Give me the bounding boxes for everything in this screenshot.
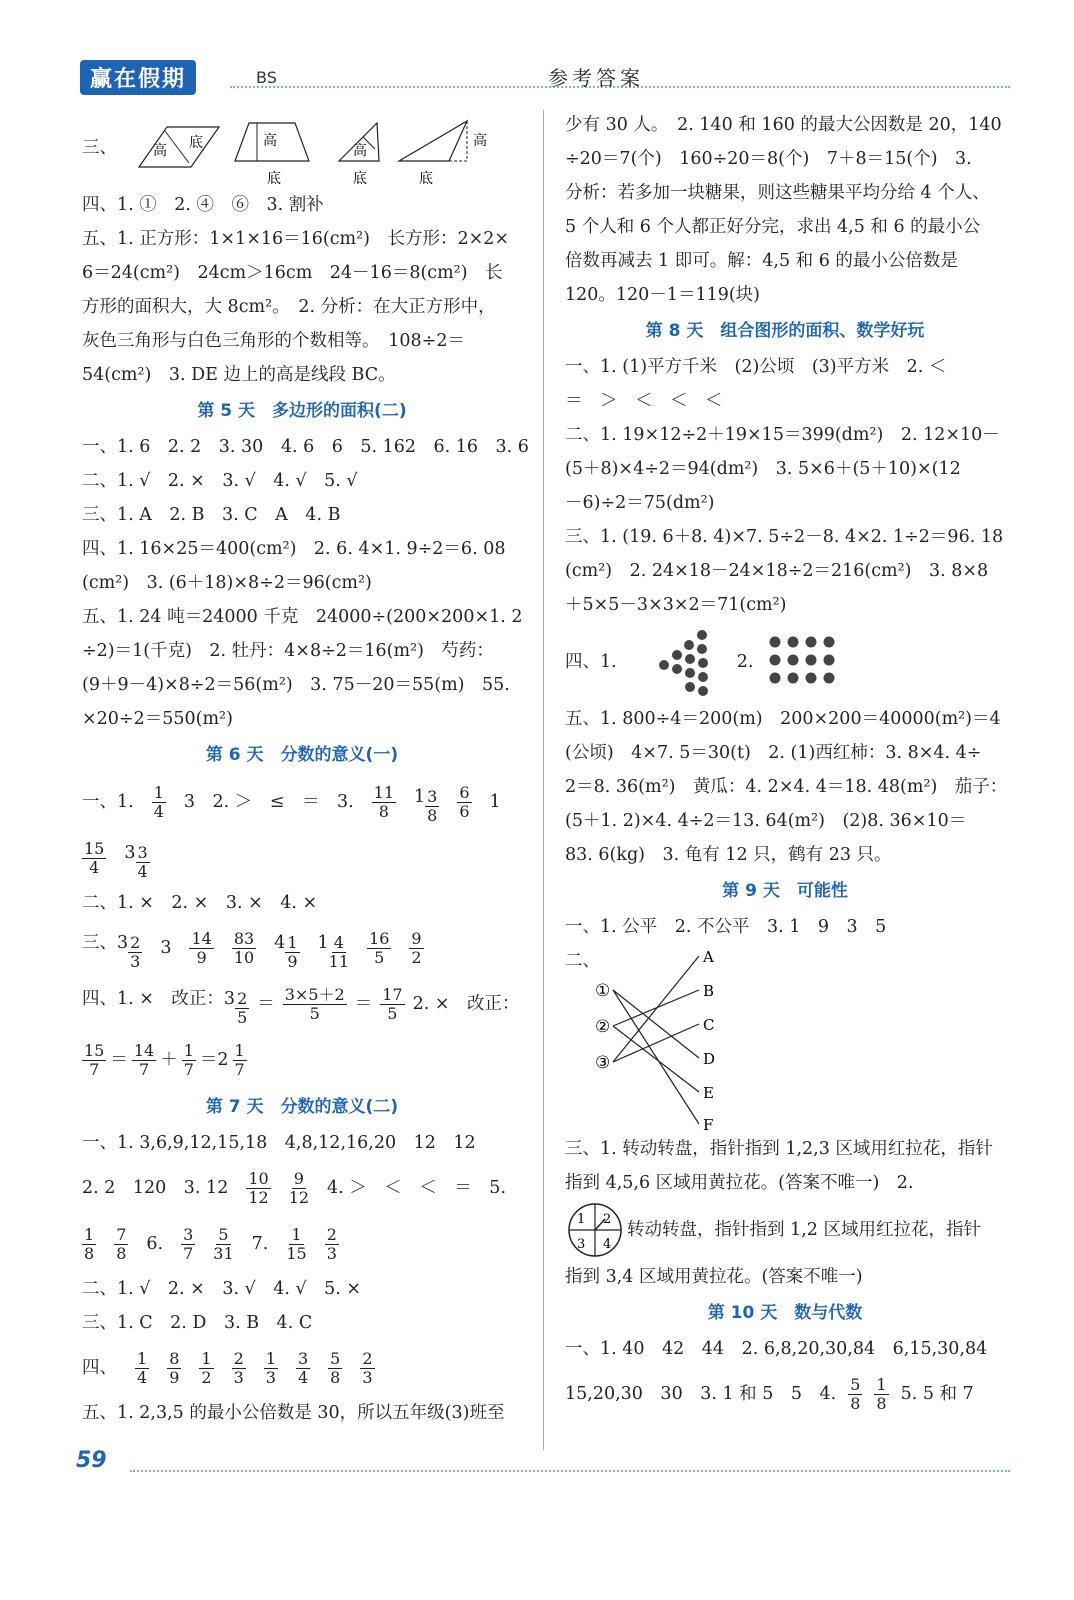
answer-line: 2＝8. 36(m²) 黄瓜：4. 2×4. 4＝18. 48(m²) 茄子： [565,777,1008,797]
svg-text:高: 高 [153,143,167,159]
fraction: $\frac{83}{10}$ [233,928,255,967]
answer-line: 方形的面积大，大 8cm²。 2. 分析：在大正方形中， [82,297,496,317]
fraction: $\frac{5}{31}$ [213,1224,234,1263]
answer-line: 四、1. 16×25＝400(cm²) 2. 6. 4×1. 9÷2＝6. 08 [82,539,506,559]
dot-patterns [565,622,1005,702]
answer-line: ＝ ＞ ＜ ＜ ＜ [565,391,723,411]
section-3-figures [82,108,522,188]
fraction: $\frac{14}{9}$ [191,928,212,967]
line-text: 二、 [565,951,600,971]
fraction: $\frac{2}{3}$ [233,1348,244,1387]
answer-line: ＋5×5－3×3×2＝71(cm²) [565,595,787,615]
line-text: 四、1. [565,652,617,672]
section-title-day6: 第 6 天 分数的意义(一) [205,745,399,765]
fraction: $\frac{15}{4}$ [84,838,105,877]
answer-line: 一、1. 6 2. 2 3. 30 4. 6 6 5. 162 6. 16 3. 6 [82,437,529,457]
fraction: $\frac{9}{2}$ [411,928,422,967]
page-number: 59 [76,1448,107,1473]
line-text: 3 [160,938,172,958]
fraction: $\frac{3}{4}$ [297,1348,309,1387]
fraction: $\frac{1}{4}$ [153,782,164,821]
answer-line: 二、1. 19×12÷2＋19×15＝399(dm²) 2. 12×10－ [565,425,1000,445]
answer-line: (cm²) 2. 24×18－24×18÷2＝216(cm²) 3. 8×8 [565,561,989,581]
answer-line: 分析：若多加一块糖果，则这些糖果平均分给 4 个人、 [565,183,990,203]
page-title: 参考答案 [548,66,644,90]
answer-line: 二、1. √ 2. × 3. √ 4. √ 5. √ [82,471,358,491]
fraction: $\frac{2}{3}$ [326,1224,337,1263]
answer-line: 灰色三角形与白色三角形的个数相等。 108÷2＝ [82,331,465,351]
section-title-day5: 第 5 天 多边形的面积(二) [197,401,407,421]
answer-line: －6)÷2＝75(dm²) [565,493,715,513]
answer-line: (5＋1. 2)×4. 4÷2＝13. 64(m²) (2)8. 36×10＝ [565,811,967,831]
section-title-day7: 第 7 天 分数的意义(二) [205,1097,399,1117]
answer-line: (5＋8)×4÷2＝94(dm²) 3. 5×6＋(5＋10)×(12 [565,459,961,479]
line-text: 3 2. ＞ ≤ ＝ 3. [183,792,354,812]
fraction: $\frac{16}{5}$ [369,928,390,967]
svg-text:F: F [703,1116,714,1130]
line-text: 2. [736,652,754,672]
fraction: $\frac{10}{12}$ [248,1168,269,1207]
fraction: $\frac{1}{15}$ [286,1224,307,1263]
edition-label: BS [256,68,277,87]
answer-line: ÷20＝7(个) 160÷20＝8(个) 7＋8＝15(个) 3. [565,149,972,169]
fraction: $\frac{1}{7}$ [234,1040,245,1079]
line-text: ＝ [110,1050,128,1070]
answer-line: 二、1. √ 2. × 3. √ 4. √ 5. × [82,1279,362,1299]
answer-line [82,1160,522,1216]
spinner-icon [565,1201,627,1259]
answer-line: 三、1. (19. 6＋8. 4)×7. 5÷2－8. 4×2. 1÷2＝96. 18 [565,527,1004,547]
answer-line: ×20÷2＝550(m²) [82,709,233,729]
answer-line: (9＋9－4)×8÷2＝56(m²) 3. 75－20＝55(m) 55. [82,675,510,695]
svg-text:③: ③ [595,1053,611,1073]
answer-line [82,1032,522,1088]
fraction: $\frac{14}{7}$ [133,1040,155,1079]
answer-line: 一、1. 40 42 44 2. 6,8,20,30,84 6,15,30,84 [565,1339,988,1359]
fraction: $\frac{15}{7}$ [84,1040,105,1079]
svg-text:E: E [703,1084,714,1102]
answer-line: 5 个人和 6 个人都正好分完，求出 4,5 和 6 的最小公 [565,217,981,237]
section-title-day9: 第 9 天 可能性 [722,881,848,901]
answer-line: 83. 6(kg) 3. 龟有 12 只，鹤有 23 只。 [565,845,892,865]
svg-text:高: 高 [473,133,487,149]
svg-text:②: ② [595,1017,611,1037]
answer-line: 四、1. ① 2. ④ ⑥ 3. 割补 [82,195,324,215]
line-text: 转动转盘，指针指到 1,2 区域用红拉花，指针 [627,1220,981,1240]
svg-text:底: 底 [353,171,367,187]
fraction: $\frac{11}{8}$ [373,782,395,821]
answer-line: (公顷) 4×7. 5＝30(t) 2. (1)西红柿：3. 8×4. 4÷ [565,743,982,763]
page-header [0,60,1074,100]
answer-line: 一、1. (1)平方千米 (2)公顷 (3)平方米 2. ＜ [565,357,947,377]
footer-rule [130,1470,1010,1472]
fraction: $\frac{1}{8}$ [84,1224,95,1263]
fraction: $\frac{1}{8}$ [876,1374,887,1413]
section-title-day10: 第 10 天 数与代数 [707,1303,863,1323]
mixed-number: 三、3 $\frac{2}{3}$ [82,932,141,971]
svg-text:底: 底 [267,171,281,187]
line-text: 2. × 改正： [412,994,520,1014]
answer-line: 54(cm²) 3. DE 边上的高是线段 BC。 [82,365,396,385]
svg-text:底: 底 [419,171,433,187]
line-text: 5. 5 和 7 [900,1384,974,1404]
fraction: $\frac{1}{7}$ [183,1040,194,1079]
answer-line [82,774,522,830]
shape-figures [127,109,507,187]
svg-text:底: 底 [189,135,203,151]
spinner-line [565,1200,1005,1260]
fraction: $\frac{3\times 5+2}{5}$ [284,984,345,1023]
left-column [82,108,529,1430]
fraction: $\frac{1}{3}$ [265,1348,276,1387]
section-title-day8: 第 8 天 组合图形的面积、数学好玩 [645,321,925,341]
svg-text:B: B [703,982,715,1000]
answer-line: 指到 3,4 区域用黄拉花。(答案不唯一) [565,1267,863,1287]
svg-text:2: 2 [603,1212,612,1227]
answer-line [82,976,522,1032]
answer-line [565,1366,1005,1422]
svg-text:高: 高 [353,143,367,159]
answer-line: 120。120－1＝119(块) [565,285,760,305]
svg-text:C: C [703,1016,715,1034]
line-text: 6. [146,1234,164,1254]
fraction: $\frac{6}{6}$ [459,782,470,821]
svg-text:高: 高 [263,133,277,149]
fraction: $\frac{9}{12}$ [288,1168,310,1207]
answer-line: 一、1. 3,6,9,12,15,18 4,8,12,16,20 12 12 [82,1133,476,1153]
answer-line [82,1340,522,1396]
answer-line: (cm²) 3. (6＋18)×8÷2＝96(cm²) [82,573,372,593]
fraction: $\frac{2}{3}$ [362,1348,373,1387]
dot-pattern-grid [763,632,853,692]
answer-line: 五、1. 800÷4＝200(m) 200×200＝40000(m²)＝4 [565,709,1001,729]
mixed-number: 四、1. × 改正：3 $\frac{2}{5}$ [82,988,248,1027]
fraction: $\frac{1}{2}$ [201,1348,212,1387]
mixed-number: 1 $\frac{3}{8}$ [414,786,438,825]
matching-lines [585,944,785,1130]
fraction: $\frac{5}{8}$ [330,1348,341,1387]
fraction: $\frac{5}{8}$ [850,1374,861,1413]
line-text: ＋ [160,1050,178,1070]
line-text: ＝2 [199,1050,229,1070]
line-prefix: 一、1. [82,792,134,812]
answer-line: 二、1. × 2. × 3. × 4. × [82,893,318,913]
section-label: 三、 [82,138,117,158]
svg-text:3: 3 [577,1237,586,1252]
answer-line: 三、1. A 2. B 3. C A 4. B [82,505,341,525]
line-text: 15,20,30 30 3. 1 和 5 5 4. [565,1384,837,1404]
answer-line: 6＝24(cm²) 24cm＞16cm 24－16＝8(cm²) 长 [82,263,503,283]
answer-line [82,830,522,886]
line-text: 1 [489,792,501,812]
svg-text:4: 4 [603,1237,612,1252]
mixed-number: 1 $\frac{4}{11}$ [317,932,350,971]
line-text: 2. 2 120 3. 12 [82,1178,229,1198]
answer-line: 五、1. 24 吨＝24000 千克 24000÷(200×200×1. 2 [82,607,523,627]
dot-pattern-triangle [627,627,717,697]
fraction: $\frac{17}{5}$ [382,984,403,1023]
answer-line: 三、1. 转动转盘，指针指到 1,2,3 区域用红拉花，指针 [565,1139,993,1159]
answer-line [82,920,522,976]
answer-line: 倍数再减去 1 即可。解：4,5 和 6 的最小公倍数是 [565,251,958,271]
fraction: $\frac{7}{8}$ [116,1224,127,1263]
mixed-number: 4 $\frac{1}{9}$ [274,932,298,971]
right-column [565,108,1008,1422]
answer-line: 一、1. 公平 2. 不公平 3. 1 9 3 5 [565,917,887,937]
column-divider [543,110,544,1450]
matching-diagram [565,944,1005,1132]
svg-text:1: 1 [577,1212,586,1227]
answer-line: 少有 30 人。 2. 140 和 160 的最大公因数是 20，140 [565,115,1002,135]
svg-text:A: A [703,948,714,966]
fraction: $\frac{3}{7}$ [183,1224,194,1263]
svg-text:D: D [703,1050,716,1068]
answer-line [82,1216,522,1272]
line-text: ＝ [257,994,275,1014]
answer-line: 指到 4,5,6 区域用黄拉花。(答案不唯一) 2. [565,1173,914,1193]
brand-logo: 赢在假期 [80,60,196,95]
line-text: ＝ [354,994,373,1014]
answer-line: 三、1. C 2. D 3. B 4. C [82,1313,313,1333]
fraction: $\frac{1}{4}$ [137,1348,148,1387]
answer-line: ÷2)＝1(千克) 2. 牡丹：4×8÷2＝16(m²) 芍药： [82,641,494,661]
line-text: 7. [251,1234,269,1254]
line-text: 四、 [82,1358,117,1378]
answer-line: 五、1. 2,3,5 的最小公倍数是 30，所以五年级(3)班至 [82,1403,505,1423]
svg-text:①: ① [595,981,611,1001]
line-text: 4. ＞ ＜ ＜ ＝ 5. [327,1178,507,1198]
mixed-number: 3 $\frac{3}{4}$ [124,842,148,881]
fraction: $\frac{8}{9}$ [169,1348,180,1387]
answer-line: 五、1. 正方形：1×1×16＝16(cm²) 长方形：2×2× [82,229,510,249]
